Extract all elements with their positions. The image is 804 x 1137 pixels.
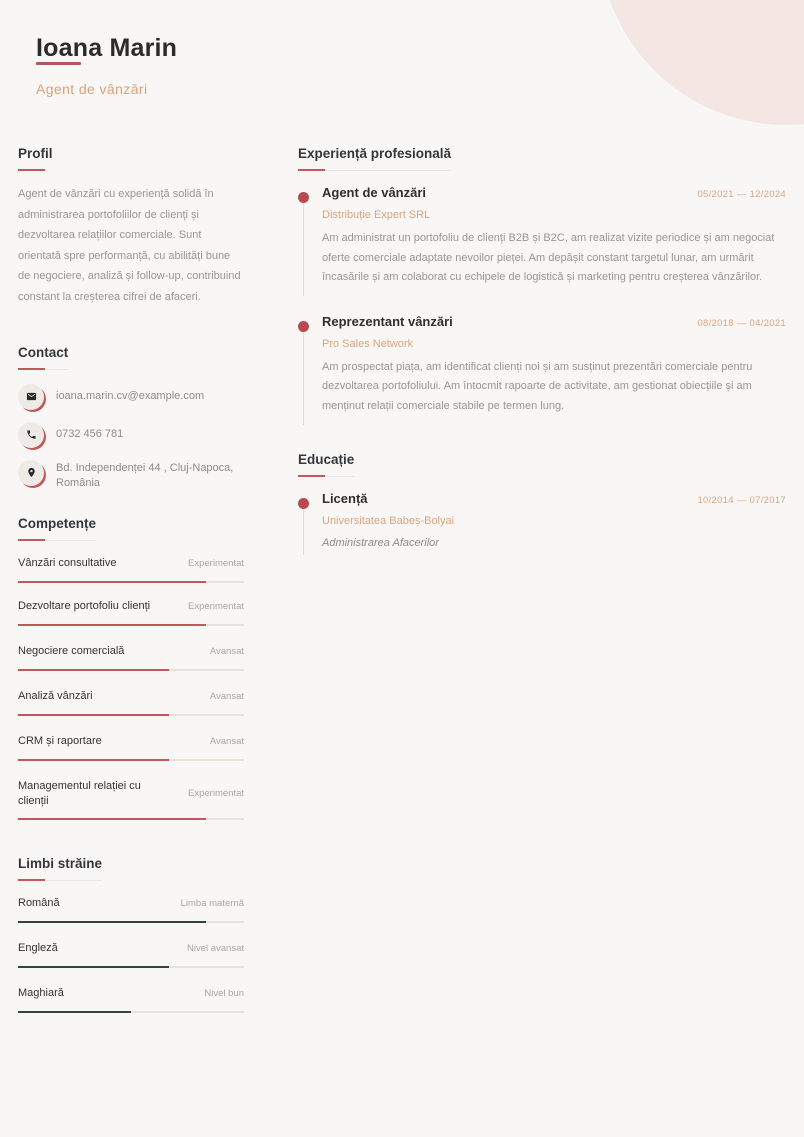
job-title: Reprezentant vânzări	[322, 313, 453, 329]
skill-bar-fill	[18, 759, 169, 761]
skill-bar-fill	[18, 581, 206, 583]
left-column	[18, 145, 244, 1013]
skill-name: Negociere comercială	[18, 645, 125, 658]
section-title	[18, 516, 96, 541]
person-name: Ioana Marin	[36, 34, 178, 62]
contact-title: Contact	[18, 344, 69, 360]
skill-level: Avansat	[209, 736, 244, 748]
skill-level: Avansat	[209, 646, 244, 658]
section-title	[298, 452, 354, 477]
skill-bar	[18, 818, 244, 820]
language-name: Română	[18, 897, 60, 910]
skill-item	[18, 583, 244, 626]
language-name: Engleză	[18, 942, 58, 955]
language-level: Nivel avansat	[186, 943, 244, 955]
timeline-line	[303, 195, 304, 296]
skill-bar	[18, 714, 244, 716]
skill-item	[18, 626, 244, 671]
title-underline	[18, 368, 45, 370]
language-bar	[18, 966, 244, 968]
profile-text: Agent de vânzări cu experiență solidă în administrarea portofoliilor de clienți și dezvoltarea relațiilor comerciale. Sunt orientată spre performanță, cu abilități bune de negociere, analiză și follow-up, contribuind constant la creșterea cifrei de afaceri.	[18, 188, 241, 303]
name-underline	[36, 62, 81, 65]
title-underline-light	[45, 369, 68, 370]
languages-section	[18, 855, 244, 1013]
title-underline-light	[325, 476, 354, 477]
skill-level: Experimentat	[188, 558, 244, 570]
experience-timeline	[298, 185, 786, 425]
section-title	[18, 345, 68, 370]
timeline-line	[303, 324, 304, 425]
header	[36, 34, 177, 97]
skill-level: Avansat	[209, 691, 244, 703]
education-dates: 10/2014 — 07/2017	[697, 494, 786, 506]
experience-title: Experiență profesională	[298, 146, 452, 161]
skill-bar	[18, 581, 244, 583]
skill-bar	[18, 759, 244, 761]
language-item	[18, 887, 244, 923]
skill-item	[18, 671, 244, 716]
education-item	[298, 491, 786, 555]
degree-title: Licență	[322, 490, 368, 506]
education-section	[298, 451, 786, 555]
skill-bar-fill	[18, 669, 169, 671]
location-icon	[18, 460, 44, 486]
skill-item	[18, 547, 244, 583]
job-title: Agent de vânzări	[322, 185, 427, 200]
language-level: Limba maternă	[180, 898, 244, 910]
section-title	[298, 146, 451, 171]
skill-bar	[18, 624, 244, 626]
skill-bar	[18, 669, 244, 671]
skill-item	[18, 716, 244, 761]
contact-section	[18, 344, 244, 491]
title-underline	[298, 169, 325, 171]
skill-item	[18, 761, 244, 820]
contact-phone[interactable]	[18, 422, 244, 448]
languages-title: Limbi străine	[18, 855, 103, 871]
job-title: Agent de vânzări	[36, 81, 148, 97]
phone-icon	[18, 422, 44, 448]
job-description: Am prospectat piața, am identificat clienți noi și am susținut prezentări comerciale pentru dezvoltarea portofoliului. Am întocmit rapoarte de activitate, am gestionat obiecțiile și am menținut relații comerciale stabile pe termen lung.	[322, 360, 753, 412]
decorative-circle	[599, 0, 804, 125]
language-bar-fill	[18, 966, 169, 968]
email-text: ioana.marin.cv@example.com	[56, 389, 205, 402]
phone-text: 0732 456 781	[56, 427, 124, 440]
section-title	[18, 856, 102, 881]
job-description: Am administrat un portofoliu de clienți B2B și B2C, am realizat vizite periodice și am negociat oferte comerciale adaptate nevoilor pieței. Am depășit constant targetul lunar, am urmărit încasările și am colaborat cu echipele de logistică și marketing pentru creșterea vânzărilor.	[322, 232, 775, 284]
profile-title: Profil	[18, 146, 53, 161]
experience-item	[298, 185, 786, 296]
language-item	[18, 923, 244, 968]
section-title	[18, 146, 53, 171]
company-name: Distribuție Expert SRL	[322, 209, 431, 221]
contact-email[interactable]	[18, 384, 244, 410]
skill-list	[18, 547, 244, 820]
contact-address	[18, 460, 244, 491]
institution-name: Universitatea Babeș-Bolyai	[322, 514, 455, 527]
title-underline	[298, 475, 325, 477]
title-underline	[18, 879, 45, 881]
title-underline-light	[45, 880, 102, 881]
right-column	[298, 145, 786, 555]
skill-bar-fill	[18, 818, 206, 820]
title-underline	[18, 169, 45, 171]
contact-list	[18, 384, 244, 491]
profile-section	[18, 145, 244, 308]
skill-name: CRM și raportare	[18, 735, 102, 748]
title-underline-light	[325, 170, 451, 171]
timeline-dot	[298, 498, 309, 509]
education-title: Educație	[298, 451, 355, 467]
skill-level: Experimentat	[188, 601, 244, 613]
timeline-dot	[298, 192, 309, 203]
skill-level: Experimentat	[188, 788, 244, 800]
language-bar-fill	[18, 921, 206, 923]
title-underline-light	[45, 540, 96, 541]
skills-title: Competențe	[18, 515, 97, 531]
title-underline	[18, 539, 45, 541]
skill-name: Vânzări consultative	[18, 557, 117, 570]
language-level: Nivel bun	[204, 988, 244, 1000]
language-bar	[18, 1011, 244, 1013]
timeline-dot	[298, 321, 309, 332]
job-dates: 05/2021 — 12/2024	[697, 189, 786, 200]
experience-section	[298, 145, 786, 425]
skill-bar-fill	[18, 714, 169, 716]
email-icon	[18, 384, 44, 410]
education-timeline	[298, 491, 786, 555]
skill-name: Dezvoltare portofoliu clienți	[18, 600, 151, 613]
experience-item	[298, 314, 786, 425]
address-text: Bd. Independenței 44 , Cluj-Napoca, România	[56, 461, 234, 489]
language-item	[18, 968, 244, 1013]
timeline-line	[303, 501, 304, 555]
language-bar-fill	[18, 1011, 131, 1013]
skills-section	[18, 515, 244, 820]
language-bar	[18, 921, 244, 923]
skill-name: Analiză vânzări	[18, 690, 93, 703]
language-name: Maghiară	[18, 987, 64, 1000]
job-dates: 08/2018 — 04/2021	[697, 317, 786, 329]
field-of-study: Administrarea Afacerilor	[322, 536, 439, 549]
company-name: Pro Sales Network	[322, 337, 414, 350]
language-list	[18, 887, 244, 1013]
skill-name: Managementul relației cu clienții	[18, 779, 141, 807]
skill-bar-fill	[18, 624, 206, 626]
